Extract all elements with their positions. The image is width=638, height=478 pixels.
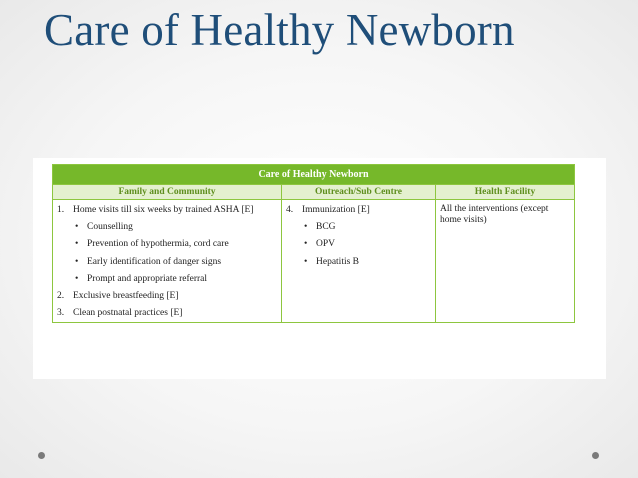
table-row	[53, 199, 574, 323]
column-header-facility: Health Facility	[436, 185, 574, 199]
list-item: 1. Home visits till six weeks by trained ASHA [E]	[57, 205, 254, 215]
slide-title: Care of Healthy Newborn	[44, 5, 515, 55]
left-dot-icon	[38, 452, 45, 459]
list-item: 4. Immunization [E]	[286, 205, 370, 215]
right-dot-icon	[592, 452, 599, 459]
list-item: • Prompt and appropriate referral	[57, 271, 277, 288]
list-item: • Hepatitis B	[286, 254, 431, 271]
outreach-cell	[282, 200, 436, 323]
table-image-panel	[33, 158, 606, 379]
column-header-family: Family and Community	[53, 185, 282, 199]
health-facility-text: All the interventions (except home visits)	[440, 204, 549, 225]
list-item: • BCG	[286, 219, 431, 236]
table-title: Care of Healthy Newborn	[53, 165, 574, 184]
care-table	[52, 164, 575, 323]
list-item: 3. Clean postnatal practices [E]	[57, 308, 183, 319]
list-item: 2. Exclusive breastfeeding [E]	[57, 291, 179, 302]
list-item: • Prevention of hypothermia, cord care	[57, 236, 277, 253]
list-item: • Early identification of danger signs	[57, 254, 277, 271]
family-community-cell	[53, 200, 282, 323]
column-headers	[53, 184, 574, 199]
list-item: • Counselling	[57, 219, 277, 236]
health-facility-cell	[436, 200, 574, 323]
column-header-outreach: Outreach/Sub Centre	[282, 185, 436, 199]
list-item: • OPV	[286, 236, 431, 253]
